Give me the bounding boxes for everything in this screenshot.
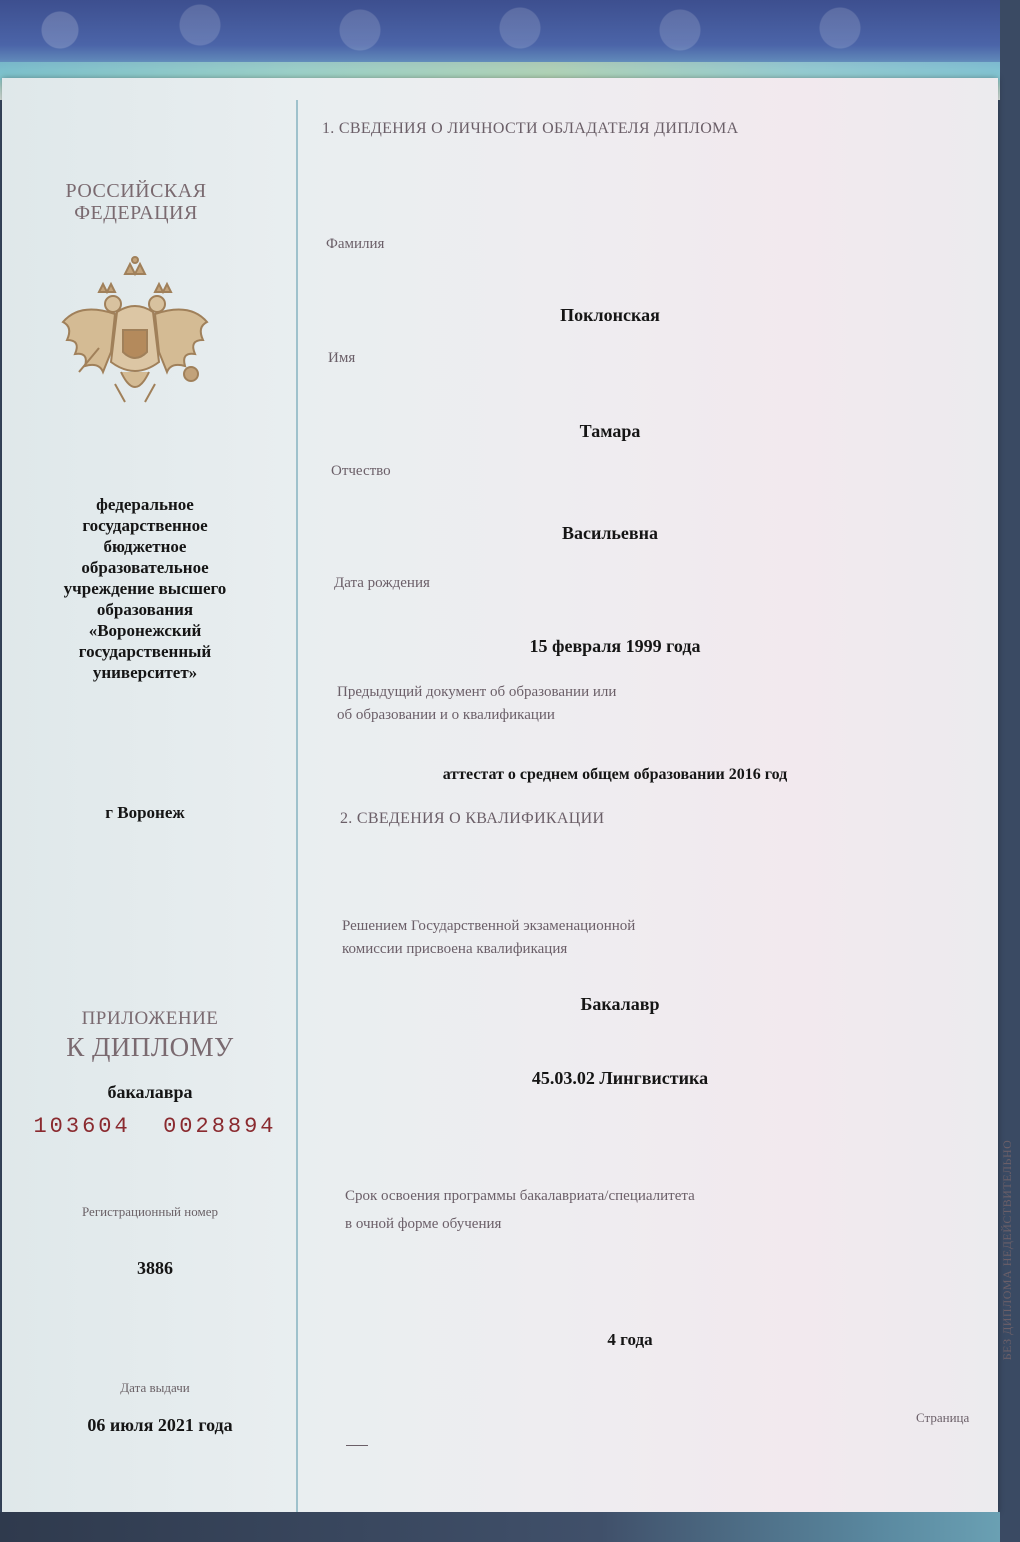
previous-document-label-line-2: об образовании и о квалификации bbox=[337, 707, 555, 723]
qualification-value: Бакалавр bbox=[580, 994, 660, 1014]
coat-of-arms-icon bbox=[55, 252, 215, 422]
appendix-label: ПРИЛОЖЕНИЕ bbox=[81, 1008, 219, 1029]
registration-number: 3886 bbox=[137, 1258, 173, 1278]
specialty-value: 45.03.02 Лингвистика bbox=[531, 1068, 709, 1088]
surname-value: Поклонская bbox=[560, 305, 660, 325]
institution-name: федеральное государственное бюджетное образовательное учреждение высшего образования «Воронежский государственный университет» bbox=[63, 495, 227, 682]
section-1-title: 1. СВЕДЕНИЯ О ЛИЧНОСТИ ОБЛАДАТЕЛЯ ДИПЛОМА bbox=[322, 120, 739, 137]
section-2-title: 2. СВЕДЕНИЯ О КВАЛИФИКАЦИИ bbox=[340, 810, 605, 827]
study-term-value: 4 года bbox=[607, 1330, 653, 1349]
decision-label-line-2: комиссии присвоена квалификация bbox=[342, 941, 568, 957]
issue-date-label: Дата выдачи bbox=[120, 1380, 190, 1395]
name-label: Имя bbox=[328, 350, 356, 366]
surname-label: Фамилия bbox=[326, 236, 385, 252]
patronymic-label: Отчество bbox=[331, 463, 391, 479]
city: г Воронеж bbox=[105, 803, 185, 822]
study-term-label-line-2: в очной форме обучения bbox=[345, 1216, 502, 1232]
previous-document-value: аттестат о среднем общем образовании 2016 год bbox=[442, 766, 788, 783]
degree-level: бакалавра bbox=[107, 1082, 193, 1102]
decision-label-line-1: Решением Государственной экзаменационной bbox=[342, 918, 636, 934]
invalid-without-diploma-note: БЕЗ ДИПЛОМА НЕДЕЙСТВИТЕЛЬНО bbox=[1000, 1139, 1014, 1361]
appendix-title: К ДИПЛОМУ bbox=[66, 1032, 234, 1062]
previous-document-label-line-1: Предыдущий документ об образовании или bbox=[337, 684, 617, 700]
birth-date-value: 15 февраля 1999 года bbox=[529, 636, 701, 656]
serial-number: 103604 0028894 bbox=[33, 1114, 277, 1139]
issue-date: 06 июля 2021 года bbox=[87, 1415, 233, 1435]
registration-number-label: Регистрационный номер bbox=[82, 1204, 218, 1219]
background-strip bbox=[0, 1512, 1000, 1542]
name-value: Тамара bbox=[579, 421, 641, 441]
study-term-label-line-1: Срок освоения программы бакалавриата/специалитета bbox=[345, 1188, 695, 1204]
birth-date-label: Дата рождения bbox=[334, 575, 430, 591]
page-dash bbox=[346, 1445, 368, 1446]
column-divider bbox=[296, 100, 298, 1512]
country-title: РОССИЙСКАЯ ФЕДЕРАЦИЯ bbox=[65, 180, 207, 224]
patronymic-value: Васильевна bbox=[561, 523, 659, 543]
page-label: Страница bbox=[916, 1410, 970, 1425]
